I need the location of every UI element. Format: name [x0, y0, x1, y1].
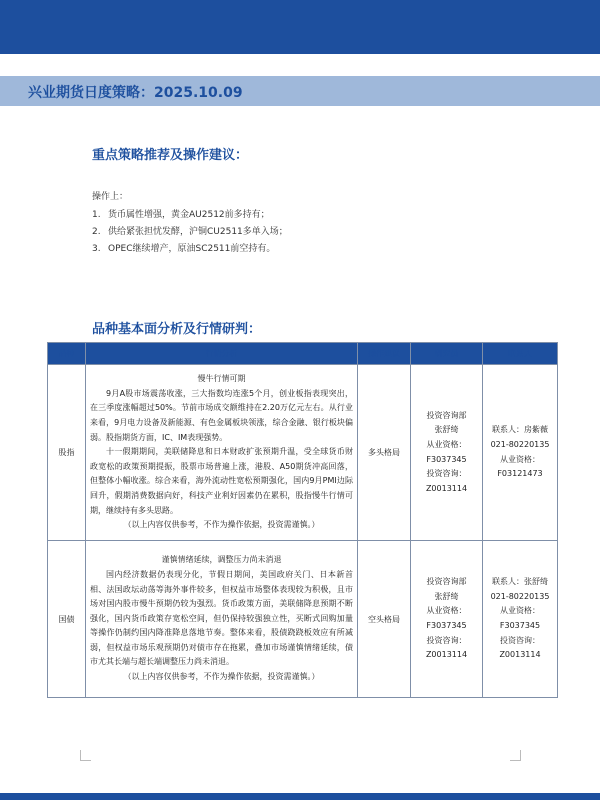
header-view: 操作建议 [358, 343, 411, 365]
report-title: 兴业期货日度策略：2025.10.09 [28, 85, 243, 101]
disclaimer-note: （以上内容仅供参考，不作为操作依据，投资需谨慎。） [123, 672, 320, 682]
crop-mark-right [510, 750, 521, 761]
strategy-heading: 重点策略推荐及操作建议： [92, 148, 249, 163]
list-item: 1. 货币属性增强，黄金AU2512前多持有； [92, 210, 270, 220]
analysis-paragraph: 9月A股市场震荡收涨，三大指数均连涨5个月，创业板指表现突出，在三季度涨幅超过50%。节前市场成交额维持在2.20万亿元左右。从行业来看，9月电力设备及新能源、有色金属板块领涨，综合金融、银行板块偏弱。股指期货方面，IC、IM表现强势。 [90, 388, 353, 442]
header-author: 研究员 [411, 343, 483, 365]
list-item: 2. 供给紧张担忧发酵，沪铜CU2511多单入场； [92, 227, 288, 237]
analysis-paragraph: 国内经济数据仍表现分化，节假日期间，美国政府关门、日本新首相、法国政坛动荡等海外事件较多，但权益市场整体表现较为积极，且市场对国内股市慢牛预期仍较为强烈。货币政策方面，美联储降息预期不断强化，国内货币政策存宽松空间，但仍保持较强独立性，买断式回购加量等操作仍制约国内降准降息落地节奏。整体来看，股债跷跷板效应有所减弱，但权益市场乐观预期仍对债市存在拖累，叠加市场谨慎情绪延续，债市尤其长端与超长端调整压力尚未消退。 [90, 569, 353, 667]
author-info: 投资咨询部 张舒绮 从业资格： F3037345 投资咨询： Z0013114 [411, 365, 483, 541]
analysis-heading: 品种基本面分析及行情研判： [92, 322, 262, 337]
strategy-intro: 操作上： [92, 192, 129, 202]
list-item: 3. OPEC继续增产，原油SC2511前空持有。 [92, 244, 276, 254]
product-name: 股指 [48, 365, 86, 541]
header-analysis: 行情分析 [86, 343, 358, 365]
strategy-list [92, 207, 288, 258]
product-name: 国债 [48, 541, 86, 698]
market-view: 空头格局 [358, 541, 411, 698]
analysis-paragraph: 十一假期期间，美联储降息和日本财政扩张预期升温，受全球货币财政宽松的政策预期提振，股票市场普遍上涨，港股、A50期货冲高回落，但整体小幅收涨。综合来看，海外流动性宽松预期强化，国内9月PMI边际回升，假期消费数据向好，科技产业利好因素仍在累积，股指慢牛行情可期，继续持有多头思路。 [90, 447, 353, 515]
header-product: 品种 [48, 343, 86, 365]
analysis-text [86, 365, 358, 541]
analysis-table [47, 342, 558, 698]
header-band [0, 0, 600, 54]
analysis-title: 慢牛行情可期 [197, 374, 246, 384]
header-contact: 联系人 [483, 343, 558, 365]
analysis-text [86, 541, 358, 698]
report-title-bar [0, 76, 600, 106]
analysis-title: 谨慎情绪延续，调整压力尚未消退 [161, 555, 282, 565]
contact-info: 联系人：房紫薇 021-80220135 从业资格： F03121473 [483, 365, 558, 541]
crop-mark-left [80, 750, 91, 761]
market-view: 多头格局 [358, 365, 411, 541]
contact-info: 联系人：张舒绮 021-80220135 从业资格： F3037345 投资咨询： Z0013114 [483, 541, 558, 698]
table-header-row [48, 343, 558, 365]
table-row [48, 541, 558, 698]
table-row [48, 365, 558, 541]
author-info: 投资咨询部 张舒绮 从业资格： F3037345 投资咨询： Z0013114 [411, 541, 483, 698]
footer-band [0, 793, 600, 800]
disclaimer-note: （以上内容仅供参考，不作为操作依据，投资需谨慎。） [123, 520, 320, 530]
